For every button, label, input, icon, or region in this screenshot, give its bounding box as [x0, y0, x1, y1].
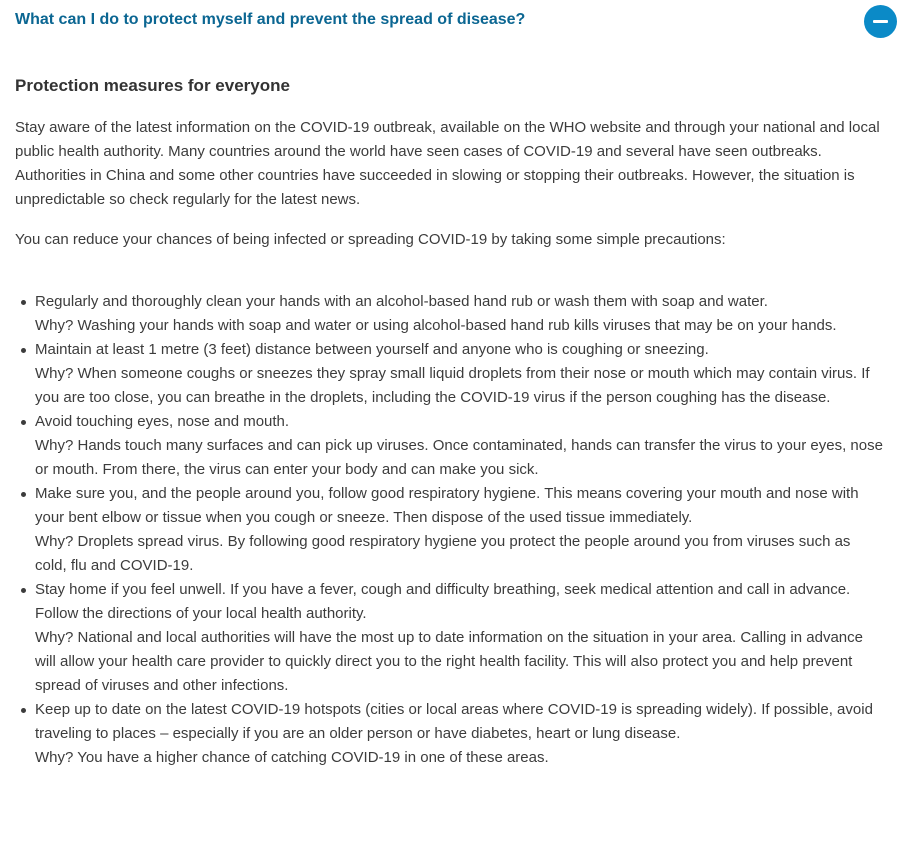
precaution-text: Make sure you, and the people around you, follow good respiratory hygiene. This means covering your mouth and nose with your bent elbow or tissue when you cough or sneeze. Then dispose of the used tissue immediately.: [35, 485, 859, 526]
list-item: [15, 290, 885, 338]
precaution-why: Why? When someone coughs or sneezes they spray small liquid droplets from their nose or mouth which may contain virus. If you are too close, you can breathe in the droplets, including the COVID-19 virus if the person coughing has the disease.: [35, 365, 870, 406]
section-title: Protection measures for everyone: [15, 76, 290, 95]
precaution-text: Maintain at least 1 metre (3 feet) distance between yourself and anyone who is coughing or sneezing.: [35, 341, 709, 358]
precaution-why: Why? Washing your hands with soap and water or using alcohol-based hand rub kills viruses that may be on your hands.: [35, 317, 837, 334]
accordion-content: [15, 74, 885, 770]
list-item: [15, 482, 885, 578]
precaution-text: Stay home if you feel unwell. If you have a fever, cough and difficulty breathing, seek medical attention and call in advance. Follow the directions of your local health authority.: [35, 581, 851, 622]
accordion-header[interactable]: [0, 0, 911, 42]
precaution-why: Why? National and local authorities will have the most up to date information on the situation in your area. Calling in advance will allow your health care provider to quickly direct you to the right health facility. This will also protect you and help prevent spread of viruses and other infections.: [35, 629, 863, 694]
accordion-question[interactable]: What can I do to protect myself and prevent the spread of disease?: [15, 11, 526, 28]
bullet-icon: [21, 588, 26, 593]
precautions-list: [15, 290, 885, 770]
list-item: [15, 698, 885, 770]
list-item: [15, 410, 885, 482]
bullet-icon: [21, 708, 26, 713]
bullet-icon: [21, 420, 26, 425]
bullet-icon: [21, 300, 26, 305]
collapse-button[interactable]: [864, 5, 897, 38]
precaution-why: Why? Droplets spread virus. By following good respiratory hygiene you protect the people around you from viruses such as cold, flu and COVID-19.: [35, 533, 851, 574]
precaution-why: Why? Hands touch many surfaces and can pick up viruses. Once contaminated, hands can transfer the virus to your eyes, nose or mouth. From there, the virus can enter your body and can make you sick.: [35, 437, 883, 478]
bullet-icon: [21, 492, 26, 497]
precaution-text: Keep up to date on the latest COVID-19 hotspots (cities or local areas where COVID-19 is spreading widely). If possible, avoid traveling to places – especially if you are an older person or have diabetes, heart or lung disease.: [35, 701, 873, 742]
list-item: [15, 578, 885, 698]
precaution-text: Avoid touching eyes, nose and mouth.: [35, 413, 290, 430]
precautions-intro: You can reduce your chances of being infected or spreading COVID-19 by taking some simple precautions:: [15, 231, 726, 248]
list-item: [15, 338, 885, 410]
bullet-icon: [21, 348, 26, 353]
precaution-why: Why? You have a higher chance of catching COVID-19 in one of these areas.: [35, 749, 549, 766]
precaution-text: Regularly and thoroughly clean your hands with an alcohol-based hand rub or wash them with soap and water.: [35, 293, 768, 310]
minus-icon: [873, 20, 888, 23]
intro-paragraph: Stay aware of the latest information on the COVID-19 outbreak, available on the WHO website and through your national and local public health authority. Many countries around the world have seen cases of COVID-19 and several have seen outbreaks. Authorities in China and some other countries have succeeded in slowing or stopping their outbreaks. However, the situation is unpredictable so check regularly for the latest news.: [15, 119, 880, 208]
